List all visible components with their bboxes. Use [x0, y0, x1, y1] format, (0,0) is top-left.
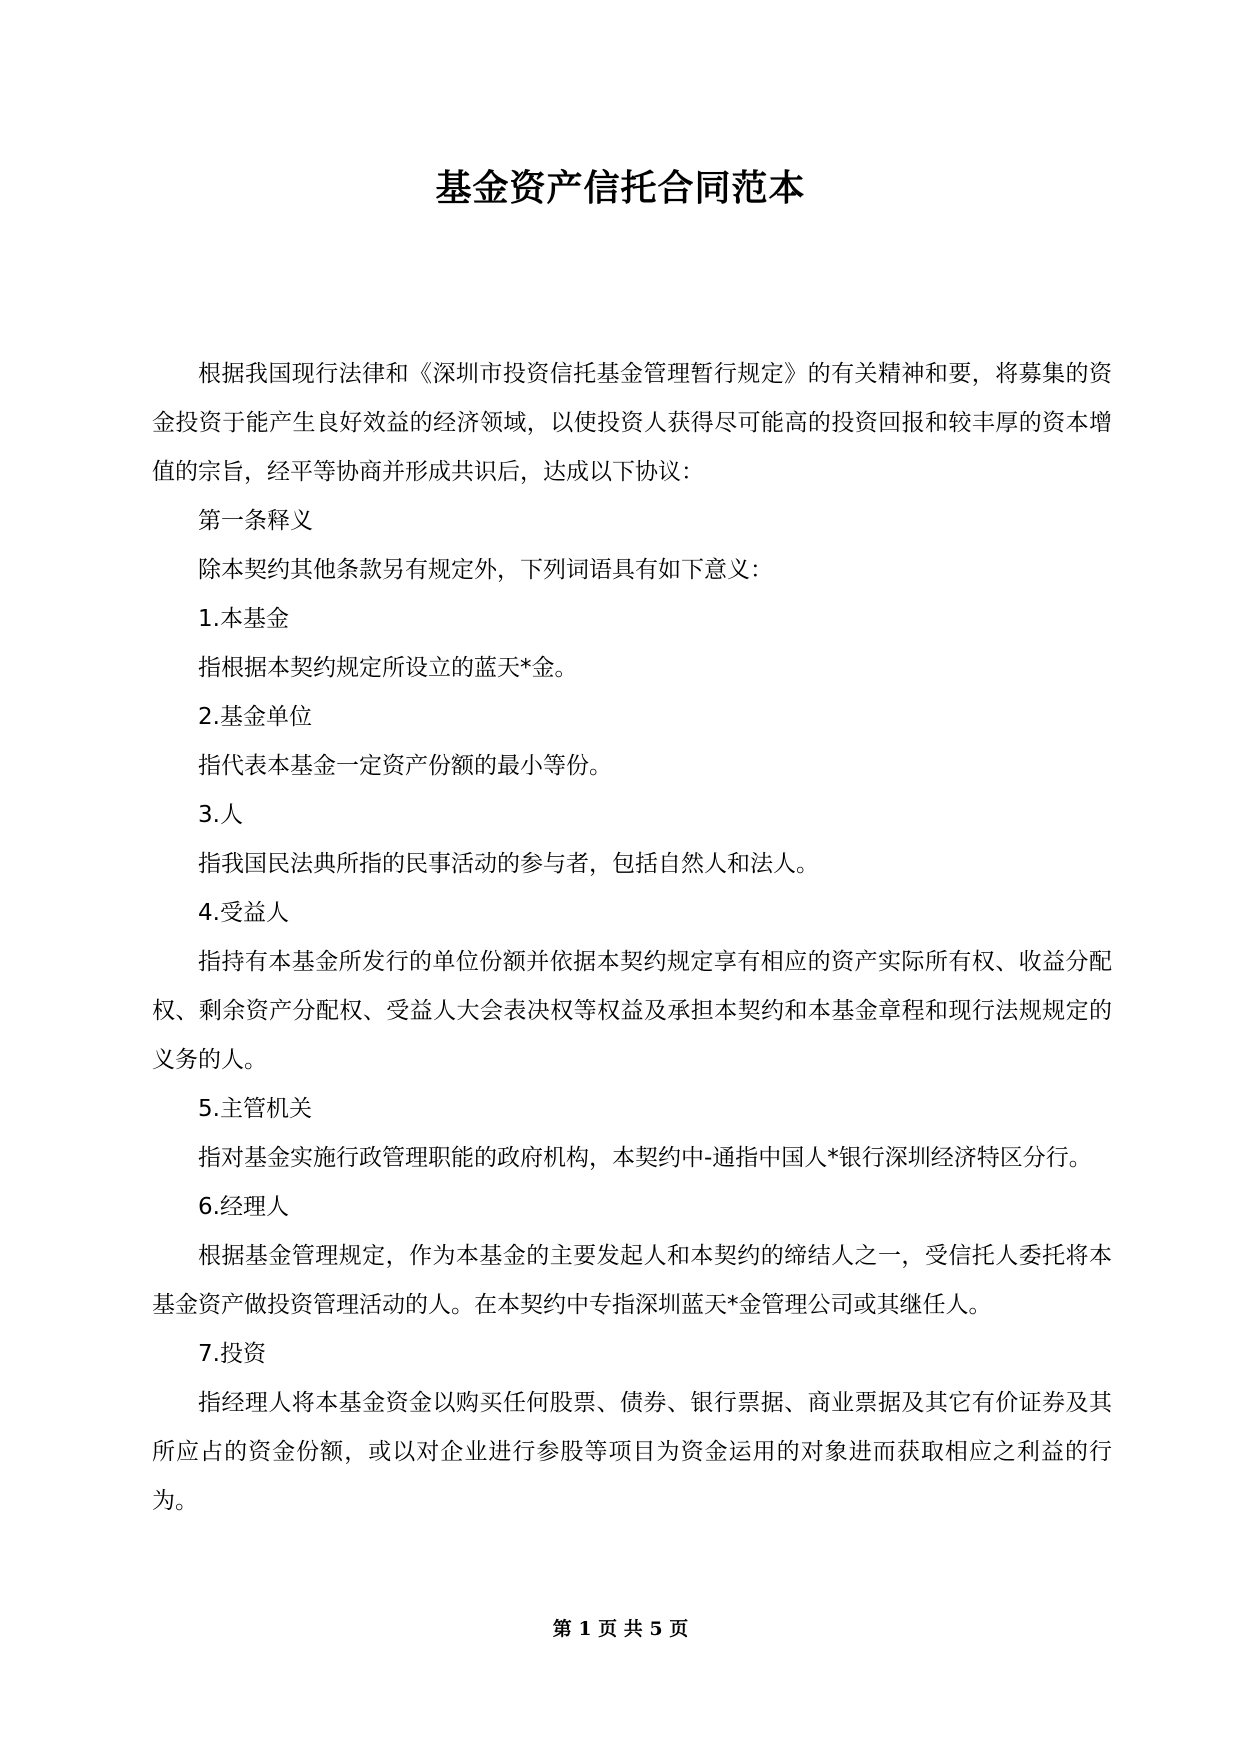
term-heading: 3.人 [198, 802, 243, 828]
term-definition: 指根据本契约规定所设立的蓝天*金。 [198, 655, 578, 681]
term-definition: 指对基金实施行政管理职能的政府机构，本契约中-通指中国人*银行深圳经济特区分行。 [198, 1145, 1092, 1171]
document-title: 基金资产信托合同范本 [435, 168, 806, 209]
term-definition: 根据基金管理规定，作为本基金的主要发起人和本契约的缔结人之一，受信托人委托将本基金资产做投资管理活动的人。在本契约中专指深圳蓝天*金管理公司或其继任人。 [152, 1243, 1112, 1318]
page-number-footer: 第 1 页 共 5 页 [552, 1618, 689, 1640]
term-heading: 6.经理人 [198, 1194, 289, 1220]
term-heading: 5.主管机关 [198, 1096, 312, 1122]
paragraph-preamble: 根据我国现行法律和《深圳市投资信托基金管理暂行规定》的有关精神和要，将募集的资金投资于能产生良好效益的经济领域，以使投资人获得尽可能高的投资回报和较丰厚的资本增值的宗旨，经平等协商并形成共识后，达成以下协议： [152, 361, 1112, 485]
term-definition: 指持有本基金所发行的单位份额并依据本契约规定享有相应的资产实际所有权、收益分配权、剩余资产分配权、受益人大会表决权等权益及承担本契约和本基金章程和现行法规规定的义务的人。 [152, 949, 1112, 1073]
term-definition: 指经理人将本基金资金以购买任何股票、债券、银行票据、商业票据及其它有价证券及其所应占的资金份额，或以对企业进行参股等项目为资金运用的对象进而获取相应之利益的行为。 [152, 1390, 1112, 1514]
term-heading: 1.本基金 [198, 606, 289, 632]
document-body [152, 350, 1112, 1526]
term-heading: 2.基金单位 [198, 704, 312, 730]
term-definition: 指代表本基金一定资产份额的最小等份。 [198, 753, 612, 779]
term-heading: 7.投资 [198, 1341, 266, 1367]
term-definition: 指我国民法典所指的民事活动的参与者，包括自然人和法人。 [198, 851, 819, 877]
article-heading: 第一条释义 [198, 508, 313, 534]
term-heading: 4.受益人 [198, 900, 289, 926]
paragraph-intro: 除本契约其他条款另有规定外，下列词语具有如下意义： [198, 557, 773, 583]
